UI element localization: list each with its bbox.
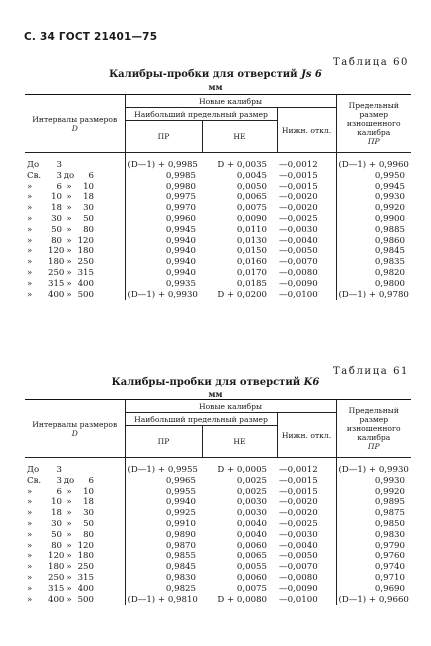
pr-value: 0,9825 [165, 583, 196, 594]
interval-prefix: До [27, 465, 40, 475]
col-header-lower-dev: Нижн. откл. [277, 108, 336, 153]
interval-from: 30 [51, 518, 62, 529]
interval-from: 6 [56, 181, 62, 192]
table-row [25, 458, 411, 476]
interval-to: 10 [83, 181, 94, 192]
pr-value: 0,9970 [165, 203, 196, 214]
col-header-worn-limit: Предельный размер изношенного калибра ПР [336, 95, 411, 153]
lower-dev-value: —0,0015 [279, 181, 318, 192]
ne-value: 0,0030 [236, 508, 267, 519]
table-row [25, 476, 411, 487]
interval-from: 250 [48, 572, 65, 583]
ne-value: 0,0060 [236, 540, 267, 551]
interval-prefix: » [27, 192, 33, 203]
pr-value: 0,9940 [165, 246, 196, 257]
interval-from: 6 [56, 486, 62, 497]
interval-prefix: » [27, 594, 33, 605]
ne-value: 0,0065 [236, 551, 267, 562]
gauge-table [25, 94, 411, 300]
interval-sep: » [66, 497, 72, 508]
interval-sep: » [66, 572, 72, 583]
ne-value: 0,0160 [236, 257, 267, 268]
pr-value: 0,9940 [165, 267, 196, 278]
interval-cell [25, 257, 125, 268]
pr-value: 0,9955 [165, 486, 196, 497]
interval-cell [25, 214, 125, 225]
worn-pr-value: 0,9895 [336, 497, 411, 508]
interval-prefix: » [27, 562, 33, 573]
interval-sep: » [66, 551, 72, 562]
interval-prefix: » [27, 529, 33, 540]
col-header-new-calibers: Новые калибры [125, 400, 336, 413]
interval-cell [25, 182, 125, 193]
table-row [25, 541, 411, 552]
worn-pr-value: 0,9860 [336, 236, 411, 247]
interval-prefix: » [27, 497, 33, 508]
interval-from: 120 [48, 551, 65, 562]
lower-dev-value: —0,0070 [279, 257, 318, 268]
table-title-fit: K6 [303, 377, 320, 388]
worn-pr-value: 0,9790 [336, 541, 411, 552]
interval-prefix: » [27, 551, 33, 562]
col-header-lower-dev: Нижн. откл. [277, 413, 336, 458]
ne-value: 0,0040 [236, 529, 267, 540]
table-row [25, 519, 411, 530]
interval-from: 400 [48, 594, 65, 605]
lower-dev-value: —0,0030 [279, 529, 318, 540]
interval-cell [25, 268, 125, 279]
interval-sep: » [66, 235, 72, 246]
worn-pr-value: 0,9690 [336, 584, 411, 595]
ne-value: 0,0045 [236, 170, 267, 181]
interval-cell [25, 225, 125, 236]
interval-prefix: » [27, 224, 33, 235]
pr-value: (D—1) + 0,9955 [127, 465, 198, 475]
interval-prefix: » [27, 583, 33, 594]
interval-from: 180 [48, 257, 65, 268]
ne-value: 0,0060 [236, 572, 267, 583]
interval-sep: » [66, 289, 72, 300]
pr-value: (D—1) + 0,9985 [127, 160, 198, 170]
col-header-intervals: Интервалы размеров D [25, 400, 125, 458]
interval-cell [25, 476, 125, 487]
pr-value: 0,9910 [165, 518, 196, 529]
interval-from: 315 [48, 583, 65, 594]
table-number: Таблица 61 [333, 366, 409, 377]
table-row [25, 182, 411, 193]
ne-value: 0,0170 [236, 267, 267, 278]
table-body [25, 458, 411, 606]
interval-cell [25, 584, 125, 595]
worn-pr-value: 0,9945 [336, 182, 411, 193]
interval-from: 3 [56, 170, 62, 181]
lower-dev-value: —0,0015 [279, 486, 318, 497]
interval-to: 18 [83, 192, 94, 203]
table-row [25, 290, 411, 301]
interval-prefix: » [27, 267, 33, 278]
interval-prefix: » [27, 203, 33, 214]
interval-prefix: » [27, 235, 33, 246]
worn-pr-value: 0,9920 [336, 487, 411, 498]
lower-dev-value: —0,0050 [279, 246, 318, 257]
interval-from: 180 [48, 562, 65, 573]
interval-from: 18 [51, 203, 62, 214]
interval-sep: » [66, 562, 72, 573]
interval-prefix: » [27, 518, 33, 529]
pr-value: 0,9925 [165, 508, 196, 519]
interval-to: 80 [83, 529, 94, 540]
ne-value: 0,0065 [236, 192, 267, 203]
interval-cell [25, 279, 125, 290]
pr-value: 0,9965 [165, 475, 196, 486]
interval-from: 250 [48, 267, 65, 278]
interval-sep: » [66, 583, 72, 594]
pr-value: 0,9830 [165, 572, 196, 583]
interval-from: 80 [51, 235, 62, 246]
worn-pr-value: (D—1) + 0,9660 [336, 595, 411, 606]
lower-dev-value: —0,0025 [279, 213, 318, 224]
page-header: С. 34 ГОСТ 21401—75 [24, 31, 158, 43]
gauge-table [25, 399, 411, 605]
col-header-ne: НЕ [202, 426, 277, 458]
worn-pr-value: (D—1) + 0,9960 [336, 153, 411, 171]
worn-pr-value: 0,9885 [336, 225, 411, 236]
pr-value: 0,9940 [165, 497, 196, 508]
ne-value: 0,0185 [236, 278, 267, 289]
interval-to: 250 [77, 562, 94, 573]
table-row [25, 551, 411, 562]
interval-to: 120 [77, 540, 94, 551]
pr-value: 0,9940 [165, 235, 196, 246]
interval-from: 10 [51, 497, 62, 508]
interval-cell [25, 519, 125, 530]
table-row [25, 225, 411, 236]
interval-to: 500 [77, 289, 94, 300]
table-body [25, 153, 411, 301]
pr-value: 0,9935 [165, 278, 196, 289]
lower-dev-value: —0,0070 [279, 562, 318, 573]
interval-to: 250 [77, 257, 94, 268]
pr-value: 0,9985 [165, 170, 196, 181]
lower-dev-value: —0,0015 [279, 170, 318, 181]
lower-dev-value: —0,0080 [279, 572, 318, 583]
interval-prefix: » [27, 289, 33, 300]
worn-pr-value: 0,9875 [336, 508, 411, 519]
table-row [25, 562, 411, 573]
interval-sep: до [63, 170, 75, 181]
table-row [25, 595, 411, 606]
interval-to: 315 [77, 572, 94, 583]
interval-to: 315 [77, 267, 94, 278]
table-title [0, 377, 431, 388]
worn-pr-value: 0,9835 [336, 257, 411, 268]
interval-sep: » [66, 508, 72, 519]
interval-sep: » [66, 594, 72, 605]
pr-value: 0,9855 [165, 551, 196, 562]
interval-sep: » [66, 257, 72, 268]
table-title-text: Калибры-пробки для отверстий [111, 377, 301, 388]
ne-value: D + 0,0005 [217, 465, 267, 475]
interval-sep: » [66, 486, 72, 497]
worn-pr-value: 0,9950 [336, 171, 411, 182]
ne-value: 0,0030 [236, 497, 267, 508]
interval-from: 18 [51, 508, 62, 519]
table-unit: мм [208, 389, 223, 399]
interval-cell [25, 290, 125, 301]
ne-value: 0,0075 [236, 583, 267, 594]
interval-cell [25, 530, 125, 541]
interval-prefix: Св. [27, 170, 42, 181]
interval-sep: » [66, 203, 72, 214]
lower-dev-value: —0,0050 [279, 551, 318, 562]
lower-dev-value: —0,0020 [279, 497, 318, 508]
interval-cell [25, 171, 125, 182]
interval-sep: » [66, 213, 72, 224]
table-number: Таблица 60 [333, 57, 409, 68]
pr-value: 0,9890 [165, 529, 196, 540]
interval-cell [25, 595, 125, 606]
interval-prefix: » [27, 257, 33, 268]
table-row [25, 171, 411, 182]
ne-value: 0,0025 [236, 475, 267, 486]
lower-dev-value: —0,0015 [279, 475, 318, 486]
col-header-pr: ПР [125, 121, 202, 153]
interval-cell [25, 192, 125, 203]
ne-value: 0,0150 [236, 246, 267, 257]
table-title-fit: Js 6 [301, 69, 322, 80]
interval-to: 10 [83, 486, 94, 497]
interval-to: 30 [83, 508, 94, 519]
table-row [25, 153, 411, 171]
interval-sep: » [66, 540, 72, 551]
interval-sep: » [66, 278, 72, 289]
worn-pr-value: 0,9930 [336, 476, 411, 487]
pr-value: 0,9975 [165, 192, 196, 203]
pr-value: 0,9870 [165, 540, 196, 551]
worn-pr-value: 0,9820 [336, 268, 411, 279]
col-header-worn-limit: Предельный размер изношенного калибра ПР [336, 400, 411, 458]
interval-to: 120 [77, 235, 94, 246]
interval-prefix: » [27, 486, 33, 497]
worn-pr-value: 0,9760 [336, 551, 411, 562]
interval-to: 400 [77, 583, 94, 594]
interval-prefix: До [27, 160, 40, 170]
interval-cell [25, 458, 125, 476]
interval-cell [25, 487, 125, 498]
interval-from: 400 [48, 289, 65, 300]
lower-dev-value: —0,0012 [279, 160, 318, 170]
worn-pr-value: 0,9740 [336, 562, 411, 573]
interval-prefix: » [27, 278, 33, 289]
interval-cell [25, 541, 125, 552]
interval-to: 180 [77, 551, 94, 562]
interval-to: 80 [83, 224, 94, 235]
interval-to: 30 [83, 203, 94, 214]
lower-dev-value: —0,0040 [279, 235, 318, 246]
table-row [25, 203, 411, 214]
ne-value: D + 0,0080 [217, 594, 267, 605]
lower-dev-value: —0,0025 [279, 518, 318, 529]
interval-prefix: » [27, 213, 33, 224]
ne-value: 0,0110 [236, 224, 267, 235]
interval-cell [25, 551, 125, 562]
interval-cell [25, 203, 125, 214]
ne-value: D + 0,0035 [217, 160, 267, 170]
interval-to: 18 [83, 497, 94, 508]
worn-pr-value: (D—1) + 0,9780 [336, 290, 411, 301]
worn-pr-value: 0,9900 [336, 214, 411, 225]
interval-cell [25, 497, 125, 508]
interval-sep: » [66, 529, 72, 540]
table-row [25, 573, 411, 584]
ne-value: 0,0050 [236, 181, 267, 192]
interval-sep: » [66, 518, 72, 529]
table-row [25, 192, 411, 203]
interval-to: 50 [83, 518, 94, 529]
interval-prefix: » [27, 508, 33, 519]
worn-pr-value: 0,9920 [336, 203, 411, 214]
interval-sep: до [63, 475, 75, 486]
lower-dev-value: —0,0012 [279, 465, 318, 475]
interval-from: 30 [51, 213, 62, 224]
interval-from: 50 [51, 529, 62, 540]
ne-value: 0,0090 [236, 213, 267, 224]
col-header-new-calibers: Новые калибры [125, 95, 336, 108]
ne-value: 0,0130 [236, 235, 267, 246]
interval-from: 10 [51, 192, 62, 203]
worn-pr-value: 0,9845 [336, 246, 411, 257]
table-row [25, 584, 411, 595]
interval-cell [25, 246, 125, 257]
interval-from: 3 [56, 160, 62, 170]
worn-pr-value: 0,9710 [336, 573, 411, 584]
col-header-ne: НЕ [202, 121, 277, 153]
table-row [25, 279, 411, 290]
worn-pr-value: 0,9930 [336, 192, 411, 203]
interval-to: 400 [77, 278, 94, 289]
interval-from: 120 [48, 246, 65, 257]
table-row [25, 487, 411, 498]
table-row [25, 530, 411, 541]
interval-cell [25, 508, 125, 519]
lower-dev-value: —0,0020 [279, 192, 318, 203]
pr-value: 0,9960 [165, 213, 196, 224]
ne-value: 0,0040 [236, 518, 267, 529]
interval-cell [25, 236, 125, 247]
interval-from: 3 [56, 475, 62, 486]
interval-to: 180 [77, 246, 94, 257]
lower-dev-value: —0,0040 [279, 540, 318, 551]
interval-from: 80 [51, 540, 62, 551]
col-header-intervals: Интервалы размеров D [25, 95, 125, 153]
pr-value: (D—1) + 0,9930 [127, 289, 198, 300]
interval-sep: » [66, 224, 72, 235]
table-row [25, 268, 411, 279]
interval-from: 50 [51, 224, 62, 235]
pr-value: 0,9980 [165, 181, 196, 192]
table-row [25, 257, 411, 268]
interval-prefix: » [27, 540, 33, 551]
lower-dev-value: —0,0100 [279, 289, 318, 300]
interval-sep: » [66, 267, 72, 278]
lower-dev-value: —0,0020 [279, 203, 318, 214]
table-row [25, 236, 411, 247]
interval-to: 6 [88, 170, 94, 181]
lower-dev-value: —0,0020 [279, 508, 318, 519]
table-row [25, 508, 411, 519]
pr-value: 0,9845 [165, 562, 196, 573]
table-row [25, 246, 411, 257]
table-row [25, 497, 411, 508]
table-row [25, 214, 411, 225]
interval-prefix: » [27, 246, 33, 257]
interval-to: 50 [83, 213, 94, 224]
pr-value: 0,9945 [165, 224, 196, 235]
table-unit: мм [208, 82, 223, 92]
ne-value: 0,0025 [236, 486, 267, 497]
lower-dev-value: —0,0090 [279, 278, 318, 289]
interval-to: 6 [88, 475, 94, 486]
interval-prefix: » [27, 181, 33, 192]
interval-cell [25, 573, 125, 584]
worn-pr-value: 0,9850 [336, 519, 411, 530]
lower-dev-value: —0,0030 [279, 224, 318, 235]
worn-pr-value: 0,9830 [336, 530, 411, 541]
interval-prefix: Св. [27, 475, 42, 486]
interval-from: 3 [56, 465, 62, 475]
worn-pr-value: 0,9800 [336, 279, 411, 290]
interval-prefix: » [27, 572, 33, 583]
interval-to: 500 [77, 594, 94, 605]
interval-from: 315 [48, 278, 65, 289]
col-header-largest-limit: Наибольший предельный размер [125, 413, 277, 426]
table-title [0, 69, 431, 80]
interval-cell [25, 153, 125, 171]
col-header-largest-limit: Наибольший предельный размер [125, 108, 277, 121]
pr-value: (D—1) + 0,9810 [127, 594, 198, 605]
interval-sep: » [66, 181, 72, 192]
ne-value: 0,0075 [236, 203, 267, 214]
lower-dev-value: —0,0090 [279, 583, 318, 594]
interval-sep: » [66, 246, 72, 257]
ne-value: 0,0055 [236, 562, 267, 573]
lower-dev-value: —0,0080 [279, 267, 318, 278]
lower-dev-value: —0,0100 [279, 594, 318, 605]
ne-value: D + 0,0200 [217, 289, 267, 300]
col-header-pr: ПР [125, 426, 202, 458]
pr-value: 0,9940 [165, 257, 196, 268]
interval-sep: » [66, 192, 72, 203]
interval-cell [25, 562, 125, 573]
table-title-text: Калибры-пробки для отверстий [109, 69, 298, 80]
worn-pr-value: (D—1) + 0,9930 [336, 458, 411, 476]
